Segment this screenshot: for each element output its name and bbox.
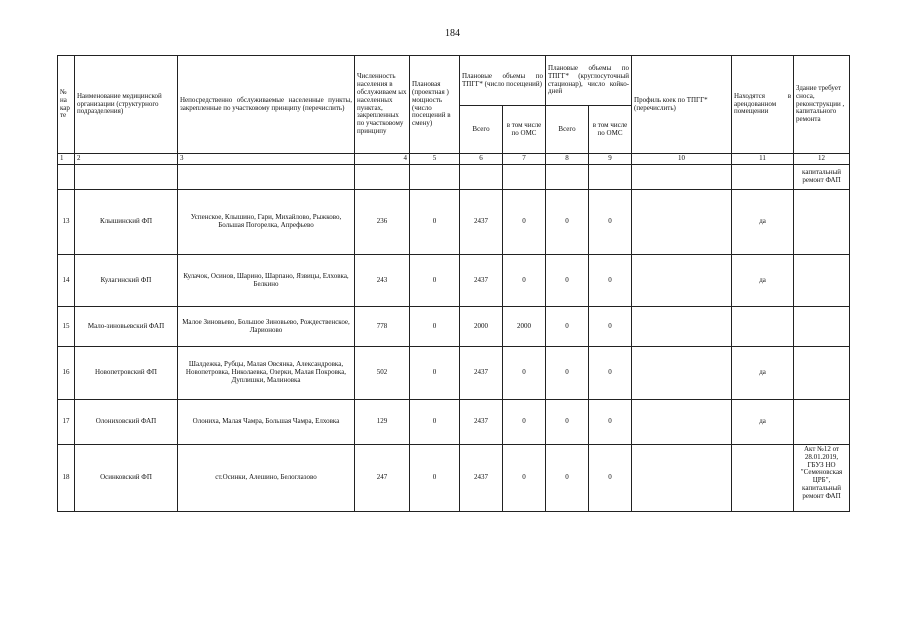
table-row [58, 255, 850, 307]
settlements: Успенское, Клышино, Гари, Михайлово, Рыжково, Большая Погорелка, Апрефьево [178, 190, 355, 255]
beds-total: 0 [546, 190, 589, 255]
visits-oms: 0 [503, 347, 546, 400]
settlements: Шалдежка, Рубцы, Малая Овсянка, Александровка, Новопетровка, Николаевка, Озерки, Малая Покровка, Дуплишки, Малиновка [178, 347, 355, 400]
row-number: 13 [58, 190, 75, 255]
beds-total: 0 [546, 445, 589, 512]
bed-profile [632, 255, 732, 307]
facility-name: Осинковский ФП [75, 445, 178, 512]
header-col-capacity: Плановая (проектная ) мощность (число посещений в смену) [410, 56, 460, 154]
rented-flag: да [732, 400, 794, 445]
settlements: Кулачок, Осинов, Шарино, Шарпано, Язвицы, Елховка, Белкино [178, 255, 355, 307]
header-row-top [58, 56, 850, 106]
header-visits-total: Всего [460, 106, 503, 154]
column-number: 4 [355, 154, 410, 165]
header-col-name: Наименование медицинской организации (структурного подразделения) [75, 56, 178, 154]
header-beds-oms: в том числе по ОМС [589, 106, 632, 154]
column-number: 12 [794, 154, 850, 165]
visits-oms: 2000 [503, 307, 546, 347]
capacity: 0 [410, 347, 460, 400]
bed-profile [632, 347, 732, 400]
visits-total: 2437 [460, 255, 503, 307]
visits-oms: 0 [503, 445, 546, 512]
repair-note [794, 255, 850, 307]
bed-profile [632, 307, 732, 347]
table-row [58, 190, 850, 255]
beds-oms: 0 [589, 445, 632, 512]
column-number: 11 [732, 154, 794, 165]
column-number: 10 [632, 154, 732, 165]
header-col-bed-profile: Профиль коек по ТПГГ* (перечислить) [632, 56, 732, 154]
rented-flag [732, 445, 794, 512]
column-numbers-row [58, 154, 850, 165]
row-number: 14 [58, 255, 75, 307]
visits-total: 2437 [460, 400, 503, 445]
table-row [58, 307, 850, 347]
continuation-text: капитальный ремонт ФАП [794, 165, 850, 190]
facility-name: Клышинский ФП [75, 190, 178, 255]
visits-oms: 0 [503, 190, 546, 255]
header-col-settlements: Непосредственно обслуживаемые населенные пункты, закрепленные по участковому принципу (перечислить) [178, 56, 355, 154]
table-row [58, 400, 850, 445]
rented-flag: да [732, 347, 794, 400]
facility-name: Новопетровский ФП [75, 347, 178, 400]
visits-oms: 0 [503, 400, 546, 445]
capacity: 0 [410, 307, 460, 347]
bed-profile [632, 400, 732, 445]
settlements: Малое Зиновьево, Большое Зиновьево, Рождественское, Ларионово [178, 307, 355, 347]
header-col-number: № на кар те [58, 56, 75, 154]
population: 502 [355, 347, 410, 400]
beds-oms: 0 [589, 255, 632, 307]
column-number: 5 [410, 154, 460, 165]
capacity: 0 [410, 255, 460, 307]
row-number: 17 [58, 400, 75, 445]
repair-note [794, 400, 850, 445]
repair-note: Акт №12 от 28.01.2019, ГБУЗ НО "Семеновская ЦРБ", капитальный ремонт ФАП [794, 445, 850, 512]
facility-name: Кулагинский ФП [75, 255, 178, 307]
beds-total: 0 [546, 400, 589, 445]
visits-total: 2437 [460, 190, 503, 255]
row-number: 18 [58, 445, 75, 512]
rented-flag [732, 307, 794, 347]
population: 778 [355, 307, 410, 347]
beds-total: 0 [546, 255, 589, 307]
population: 129 [355, 400, 410, 445]
repair-note [794, 347, 850, 400]
column-number: 7 [503, 154, 546, 165]
settlements: ст.Осинки, Алешино, Белоглазово [178, 445, 355, 512]
page-number: 184 [445, 28, 460, 39]
population: 243 [355, 255, 410, 307]
header-beds-total: Всего [546, 106, 589, 154]
table-row [58, 445, 850, 512]
header-col-population: Численность населения в обслуживаем ых населенных пунктах, закрепленных по участковому принципу [355, 56, 410, 154]
rented-flag: да [732, 255, 794, 307]
header-col-repair: Здание требует сноса, реконструкции , капитального ремонта [794, 56, 850, 154]
facility-name: Олониховский ФАП [75, 400, 178, 445]
column-number: 1 [58, 154, 75, 165]
repair-note [794, 307, 850, 347]
capacity: 0 [410, 445, 460, 512]
rented-flag: да [732, 190, 794, 255]
visits-total: 2437 [460, 445, 503, 512]
visits-oms: 0 [503, 255, 546, 307]
bed-profile [632, 190, 732, 255]
column-number: 8 [546, 154, 589, 165]
beds-oms: 0 [589, 347, 632, 400]
bed-profile [632, 445, 732, 512]
capacity: 0 [410, 400, 460, 445]
column-number: 9 [589, 154, 632, 165]
continuation-row [58, 165, 850, 190]
settlements: Олониха, Малая Чамра, Большая Чамра, Елховка [178, 400, 355, 445]
header-col-visits: Плановые объемы по ТПГГ* (число посещений) [460, 56, 546, 106]
beds-oms: 0 [589, 307, 632, 347]
beds-total: 0 [546, 347, 589, 400]
column-number: 3 [178, 154, 355, 165]
population: 236 [355, 190, 410, 255]
header-col-beds: Плановые объемы по ТПГГ* (круглосуточный стационар), число койко-дней [546, 56, 632, 106]
beds-oms: 0 [589, 400, 632, 445]
row-number: 15 [58, 307, 75, 347]
row-number: 16 [58, 347, 75, 400]
population: 247 [355, 445, 410, 512]
beds-oms: 0 [589, 190, 632, 255]
column-number: 2 [75, 154, 178, 165]
beds-total: 0 [546, 307, 589, 347]
facilities-table [57, 55, 850, 512]
column-number: 6 [460, 154, 503, 165]
table-row [58, 347, 850, 400]
visits-total: 2000 [460, 307, 503, 347]
visits-total: 2437 [460, 347, 503, 400]
facility-name: Мало-зиновьевский ФАП [75, 307, 178, 347]
header-visits-oms: в том числе по ОМС [503, 106, 546, 154]
repair-note [794, 190, 850, 255]
header-col-rented: Находятся в арендованном помещении [732, 56, 794, 154]
capacity: 0 [410, 190, 460, 255]
